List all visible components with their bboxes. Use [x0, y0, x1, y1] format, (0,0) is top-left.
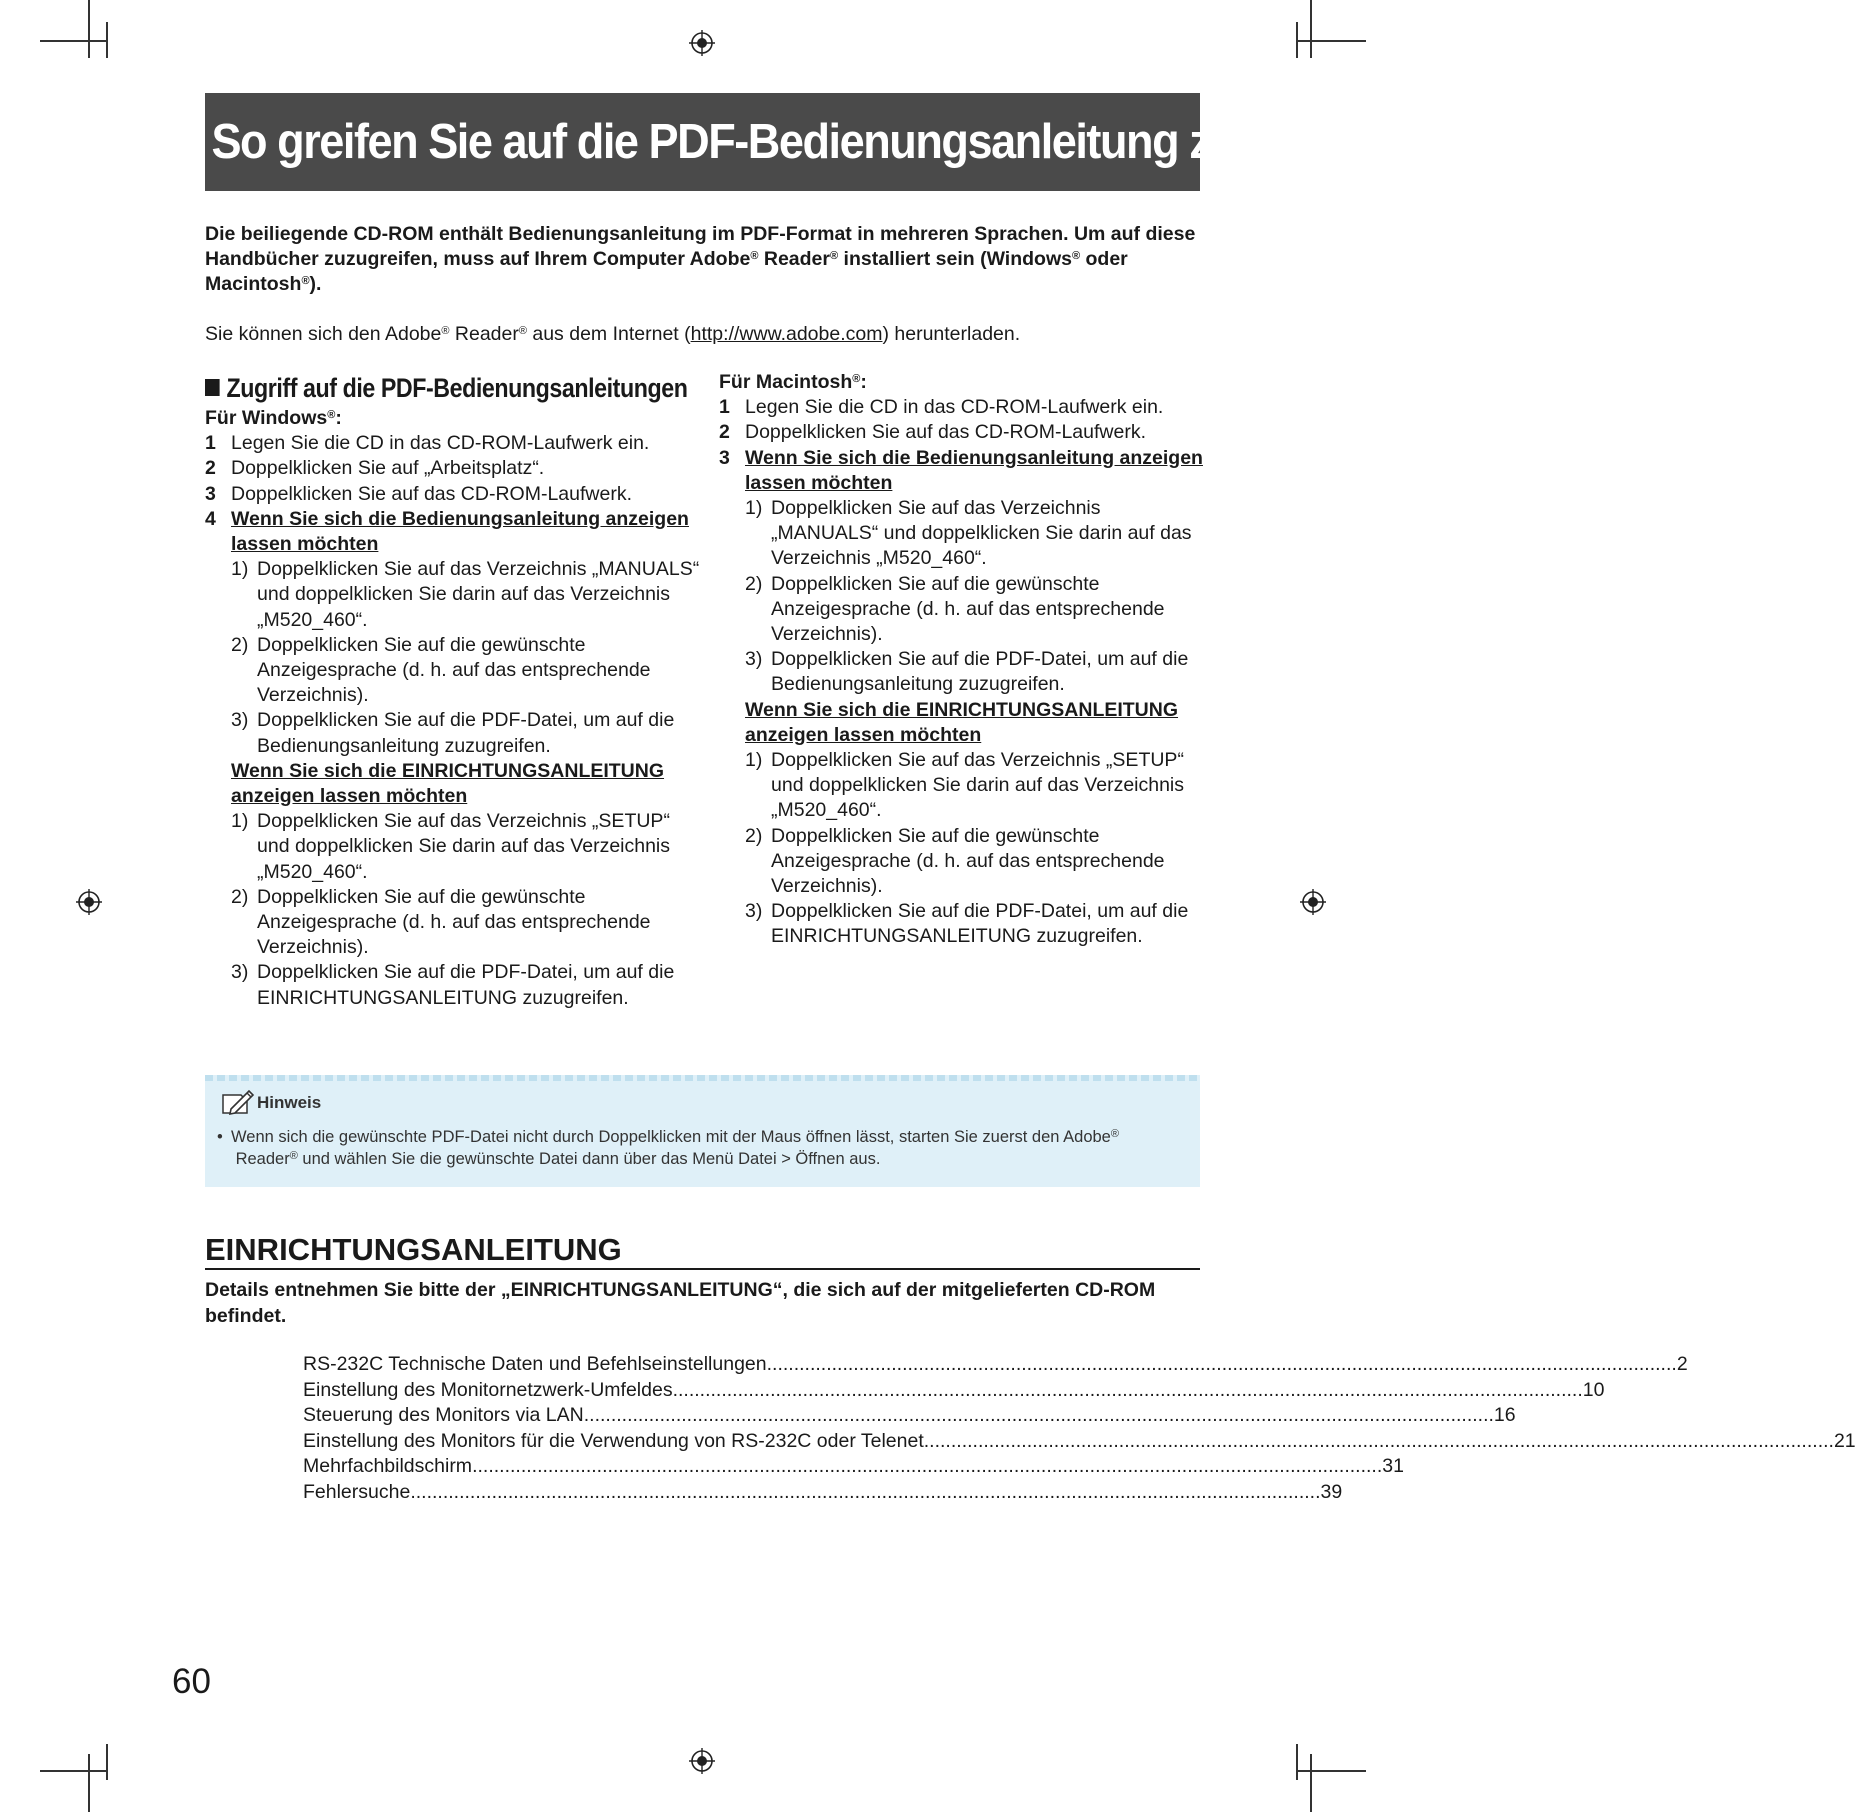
sub-step — [205, 708, 705, 758]
setup-subheading: Wenn Sie sich die EINRICHTUNGSANLEITUNG anzeigen lassen möchten — [745, 698, 1179, 746]
registered-mark: ® — [1110, 1128, 1119, 1140]
sub-step-text: Doppelklicken Sie auf das Verzeichnis „SETUP“ und doppelklicken Sie darin auf das Verzeichnis „M520_460“. — [257, 810, 671, 883]
download-text: ) herunterladen. — [882, 323, 1021, 345]
download-text: Sie können sich den Adobe — [205, 323, 442, 345]
sub-step — [205, 557, 705, 633]
adobe-link[interactable]: http://www.adobe.com — [690, 323, 883, 345]
sub-step-number: 2) — [745, 824, 763, 847]
sub-step — [719, 572, 1209, 648]
windows-column — [205, 370, 705, 1011]
toc-entry[interactable] — [303, 1403, 1516, 1429]
sub-step-text: Doppelklicken Sie auf die gewünschte Anzeigesprache (d. h. auf das entsprechende Verzeichnis). — [257, 885, 651, 959]
step-number: 2 — [205, 457, 216, 480]
toc-page: 39 — [1320, 1480, 1343, 1503]
mac-label-text: Für Macintosh — [719, 371, 853, 393]
sub-step — [719, 824, 1209, 900]
step-item — [719, 420, 1209, 445]
step-text: Wenn Sie sich die Bedienungsanleitung anzeigen lassen möchten — [745, 446, 1203, 494]
toc-leader: ........................................................................................................................................................................ — [410, 1480, 1321, 1503]
sub-step-text: Doppelklicken Sie auf die PDF-Datei, um auf die Bedienungsanleitung zuzugreifen. — [257, 709, 675, 757]
sub-step-text: Doppelklicken Sie auf das Verzeichnis „SETUP“ und doppelklicken Sie darin auf das Verzeichnis „M520_460“. — [771, 749, 1185, 822]
setup-guide-subtitle: Details entnehmen Sie bitte der „EINRICHTUNGSANLEITUNG“, die sich auf der mitgelieferten CD-ROM befindet. — [205, 1279, 1156, 1327]
step-number: 4 — [205, 507, 216, 530]
toc-page: 21 — [1833, 1429, 1856, 1452]
sub-step-number: 2) — [231, 633, 249, 656]
note-box — [205, 1075, 1200, 1187]
windows-label — [205, 406, 705, 431]
registered-mark: ® — [289, 1150, 298, 1162]
toc-leader: ........................................................................................................................................................................ — [766, 1353, 1677, 1375]
sub-step-text: Doppelklicken Sie auf die gewünschte Anzeigesprache (d. h. auf das entsprechende Verzeichnis). — [771, 824, 1165, 898]
sub-step — [205, 633, 705, 709]
access-heading-text: Zugriff auf die PDF-Bedienungsanleitungen — [226, 373, 688, 403]
sub-step-number: 2) — [745, 572, 763, 595]
sub-step-number: 1) — [745, 497, 763, 520]
step-text: Doppelklicken Sie auf das CD-ROM-Laufwerk. — [231, 482, 632, 505]
sub-step — [719, 647, 1209, 697]
note-title: Hinweis — [257, 1093, 322, 1112]
pencil-note-icon — [219, 1089, 255, 1117]
toc-page: 2 — [1676, 1353, 1688, 1375]
intro-text: oder Macintosh — [205, 248, 1128, 295]
registered-mark: ® — [327, 409, 336, 421]
download-text: Reader — [449, 323, 519, 345]
toc-entry[interactable] — [303, 1352, 1688, 1378]
intro-text: Reader — [758, 248, 830, 270]
square-bullet-icon — [205, 379, 220, 396]
windows-label-suffix: : — [335, 407, 342, 429]
note-text-part: Reader — [231, 1150, 290, 1168]
step-text: Doppelklicken Sie auf „Arbeitsplatz“. — [231, 457, 545, 480]
toc-leader: ........................................................................................................................................................................ — [583, 1404, 1494, 1426]
step-item — [719, 446, 1209, 496]
step-number: 1 — [719, 396, 730, 419]
toc-page: 10 — [1582, 1378, 1605, 1401]
sub-step-text: Doppelklicken Sie auf die PDF-Datei, um auf die EINRICHTUNGSANLEITUNG zuzugreifen. — [257, 961, 675, 1009]
intro-text: Die beiliegende CD-ROM enthält Bedienungsanleitung im PDF-Format in mehreren Sprachen. Um auf diese Handbücher zuzugreifen, muss auf Ihrem Computer Adobe — [205, 223, 1196, 270]
bullet: • — [217, 1128, 223, 1146]
toc-label: Fehlersuche — [303, 1480, 411, 1503]
sub-step-text: Doppelklicken Sie auf das Verzeichnis „MANUALS“ und doppelklicken Sie darin auf das Verzeichnis „M520_460“. — [257, 558, 700, 631]
step-number: 2 — [719, 421, 730, 444]
registered-mark: ® — [518, 325, 527, 337]
note-text-part: Wenn sich die gewünschte PDF-Datei nicht durch Doppelklicken mit der Maus öffnen lässt, starten Sie zuerst den Adobe — [231, 1128, 1111, 1146]
sub-step-text: Doppelklicken Sie auf die gewünschte Anzeigesprache (d. h. auf das entsprechende Verzeichnis). — [771, 572, 1165, 646]
step-text: Legen Sie die CD in das CD-ROM-Laufwerk ein. — [745, 396, 1164, 419]
toc-entry[interactable] — [303, 1480, 1343, 1506]
sub-step-number: 3) — [231, 709, 249, 732]
sub-step-text: Doppelklicken Sie auf die PDF-Datei, um auf die Bedienungsanleitung zuzugreifen. — [771, 648, 1189, 696]
note-dashed-border — [205, 1075, 1200, 1081]
sub-step — [719, 899, 1209, 949]
toc-leader: ........................................................................................................................................................................ — [672, 1378, 1583, 1401]
page-title: So greifen Sie auf die PDF-Bedienungsanleitung zu — [211, 115, 1237, 169]
intro-text: ). — [309, 273, 322, 295]
sub-step — [205, 809, 705, 885]
sub-step — [205, 960, 705, 1010]
download-paragraph — [205, 322, 1200, 347]
registration-mark-icon — [1300, 889, 1326, 915]
registered-mark: ® — [852, 373, 861, 385]
toc-label: Steuerung des Monitors via LAN — [303, 1404, 584, 1426]
toc-entry[interactable] — [303, 1454, 1404, 1480]
sub-step — [719, 496, 1209, 572]
note-text-part: und wählen Sie die gewünschte Datei dann über das Menü Datei > Öffnen aus. — [297, 1150, 881, 1168]
step-item — [719, 395, 1209, 420]
step-text: Wenn Sie sich die Bedienungsanleitung anzeigen lassen möchten — [231, 507, 689, 556]
sub-step-text: Doppelklicken Sie auf die gewünschte Anzeigesprache (d. h. auf das entsprechende Verzeichnis). — [257, 633, 651, 707]
registration-mark-icon — [689, 30, 715, 56]
toc-label: Einstellung des Monitornetzwerk-Umfeldes — [303, 1378, 673, 1401]
download-text: aus dem Internet ( — [526, 323, 691, 345]
step-number: 3 — [205, 482, 216, 505]
toc-leader: ........................................................................................................................................................................ — [923, 1429, 1834, 1452]
mac-column — [719, 370, 1209, 950]
sub-step-number: 2) — [231, 885, 249, 908]
title-banner — [205, 93, 1237, 191]
step-item — [205, 456, 705, 481]
toc-label: Einstellung des Monitors für die Verwendung von RS-232C oder Telenet — [303, 1429, 924, 1452]
step-text: Legen Sie die CD in das CD-ROM-Laufwerk ein. — [231, 432, 650, 455]
step-number: 1 — [205, 432, 216, 455]
step-text: Doppelklicken Sie auf das CD-ROM-Laufwerk. — [745, 421, 1146, 444]
sub-step-number: 1) — [231, 558, 249, 581]
step-item — [205, 482, 705, 507]
sub-step-number: 1) — [745, 749, 763, 772]
intro-paragraph — [205, 222, 1200, 297]
registered-mark: ® — [750, 250, 759, 262]
registration-mark-icon — [689, 1748, 715, 1774]
registered-mark: ® — [441, 325, 450, 337]
setup-guide-heading: EINRICHTUNGSANLEITUNG — [205, 1232, 1200, 1270]
sub-step-text: Doppelklicken Sie auf die PDF-Datei, um auf die EINRICHTUNGSANLEITUNG zuzugreifen. — [771, 900, 1189, 948]
toc-label: RS-232C Technische Daten und Befehlseinstellungen — [303, 1353, 767, 1375]
page-number: 60 — [172, 1662, 211, 1701]
note-text — [217, 1126, 1187, 1170]
registration-mark-icon — [76, 889, 102, 915]
intro-text: installiert sein (Windows — [838, 248, 1072, 270]
sub-step-text: Doppelklicken Sie auf das Verzeichnis „MANUALS“ und doppelklicken Sie darin auf das Verzeichnis „M520_460“. — [771, 497, 1192, 570]
sub-step — [719, 748, 1209, 824]
toc-leader: ........................................................................................................................................................................ — [472, 1455, 1383, 1477]
sub-step — [205, 885, 705, 961]
step-item — [205, 507, 705, 557]
sub-step-number: 1) — [231, 810, 249, 833]
step-item — [205, 431, 705, 456]
sub-step-number: 3) — [231, 961, 249, 984]
registered-mark: ® — [1071, 250, 1081, 262]
table-of-contents — [303, 1352, 1856, 1505]
sub-step-number: 3) — [745, 900, 763, 923]
step-number: 3 — [719, 446, 730, 469]
windows-label-text: Für Windows — [205, 407, 328, 429]
mac-label — [719, 370, 1209, 395]
setup-subheading: Wenn Sie sich die EINRICHTUNGSANLEITUNG anzeigen lassen möchten — [231, 759, 665, 808]
toc-label: Mehrfachbildschirm — [303, 1455, 473, 1477]
registered-mark: ® — [830, 250, 839, 262]
registered-mark: ® — [301, 275, 310, 287]
toc-page: 16 — [1493, 1404, 1516, 1426]
access-heading — [205, 370, 688, 406]
toc-page: 31 — [1382, 1455, 1404, 1477]
toc-entry[interactable] — [303, 1429, 1856, 1455]
sub-step-number: 3) — [745, 648, 763, 671]
mac-label-suffix: : — [860, 371, 867, 393]
toc-entry[interactable] — [303, 1378, 1605, 1404]
